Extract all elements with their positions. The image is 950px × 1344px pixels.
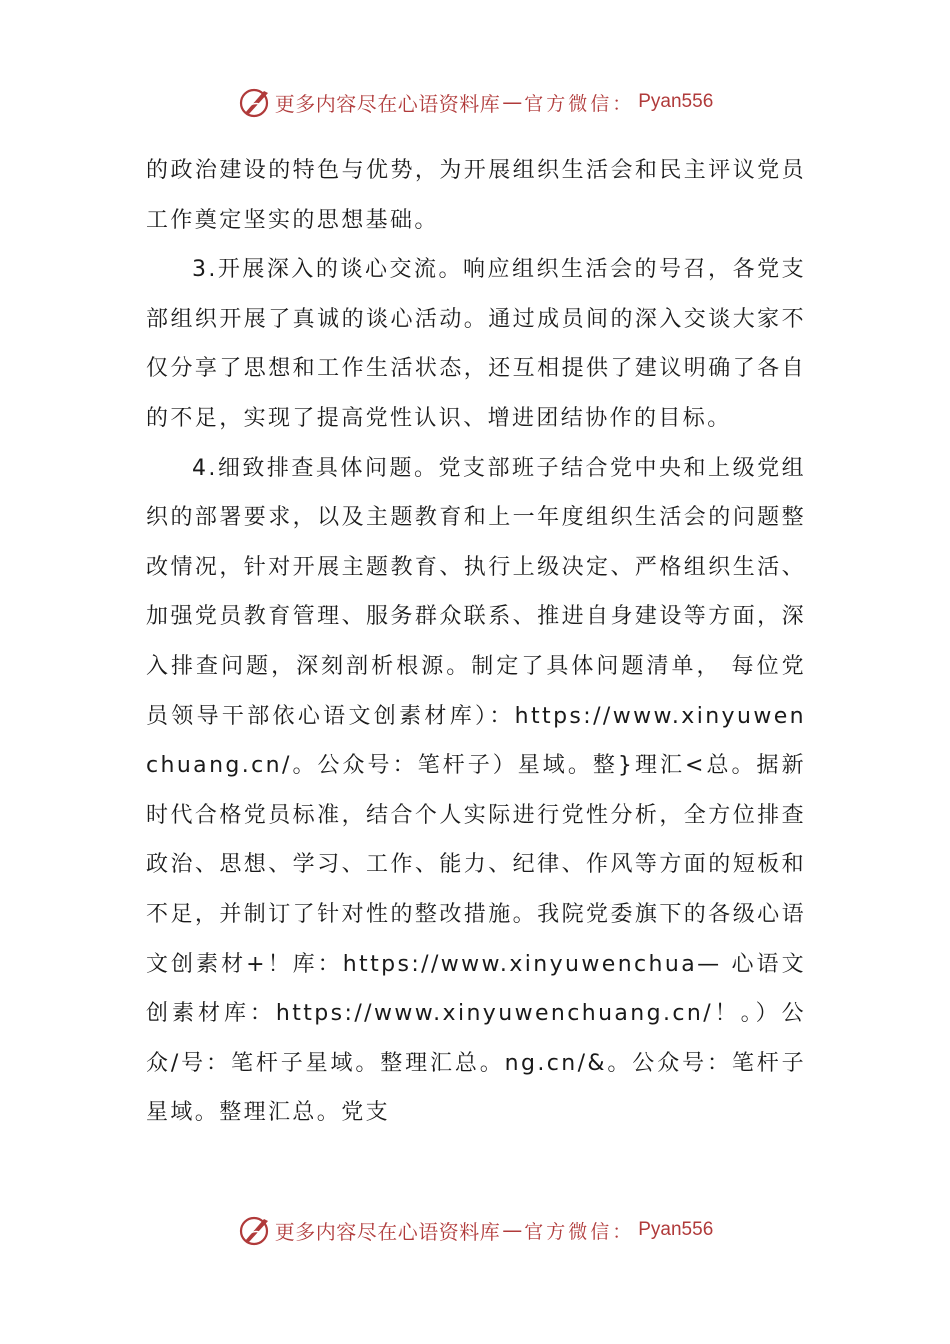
banner-main-text: 更多内容尽在心语资料库 — [274, 91, 501, 116]
banner-dash: — — [502, 90, 523, 114]
quill-logo-icon — [237, 1212, 273, 1248]
paragraph-continuation: 的政治建设的特色与优势，为开展组织生活会和民主评议党员工作奠定坚实的思想基础。 — [146, 158, 806, 233]
quill-logo-icon — [237, 84, 273, 120]
paragraph-heart-to-heart: 3.开展深入的谈心交流。响应组织生活会的号召，各党支部组织开展了真诚的谈心活动。通过成员间的深入交谈大家不仅分享了思想和工作生活状态，还互相提供了建议明确了各自的不足，实现了提高党性认识、增进团结协作的目标。 — [146, 257, 806, 431]
banner-main-text: 更多内容尽在心语资料库 — [274, 1219, 501, 1244]
banner-wechat-label: 官方微信： — [524, 92, 635, 115]
document-body — [146, 146, 806, 1138]
paragraph-problem-check: 4.细致排查具体问题。党支部班子结合党中央和上级党组织的部署要求，以及主题教育和上一年度组织生活会的问题整改情况，针对开展主题教育、执行上级决定、严格组织生活、加强党员教育管理、服务群众联系、推进自身建设等方面，深入排查问题，深刻剖析根源。制定了具体问题清单， 每位党员领导干部依心语文创素材库）：https://www.xinyuwenchuang.cn/。公众号：笔杆子）星域。整}理汇<总。据新时代合格党员标准，结合个人实际进行党性分析，全方位排查政治、思想、学习、工作、能力、纪律、作风等方面的短板和不足，并制订了针对性的整改措施。我院党委旗下的各级心语文创素材+！库：https://www.xinyuwenchua— 心语文创素材库：https://www.xinyuwenchuang.cn/！。）公众/号：笔杆子星域。整理汇总。ng.cn/&。公众号：笔杆子星域。整理汇总。党支 — [146, 455, 806, 1126]
banner-wechat-id: Pyan556 — [638, 1219, 714, 1240]
banner-wechat-label: 官方微信： — [524, 1220, 635, 1243]
footer-banner — [0, 1210, 950, 1250]
header-banner — [0, 82, 950, 122]
banner-wechat-id: Pyan556 — [638, 91, 714, 112]
banner-dash: — — [502, 1218, 523, 1242]
